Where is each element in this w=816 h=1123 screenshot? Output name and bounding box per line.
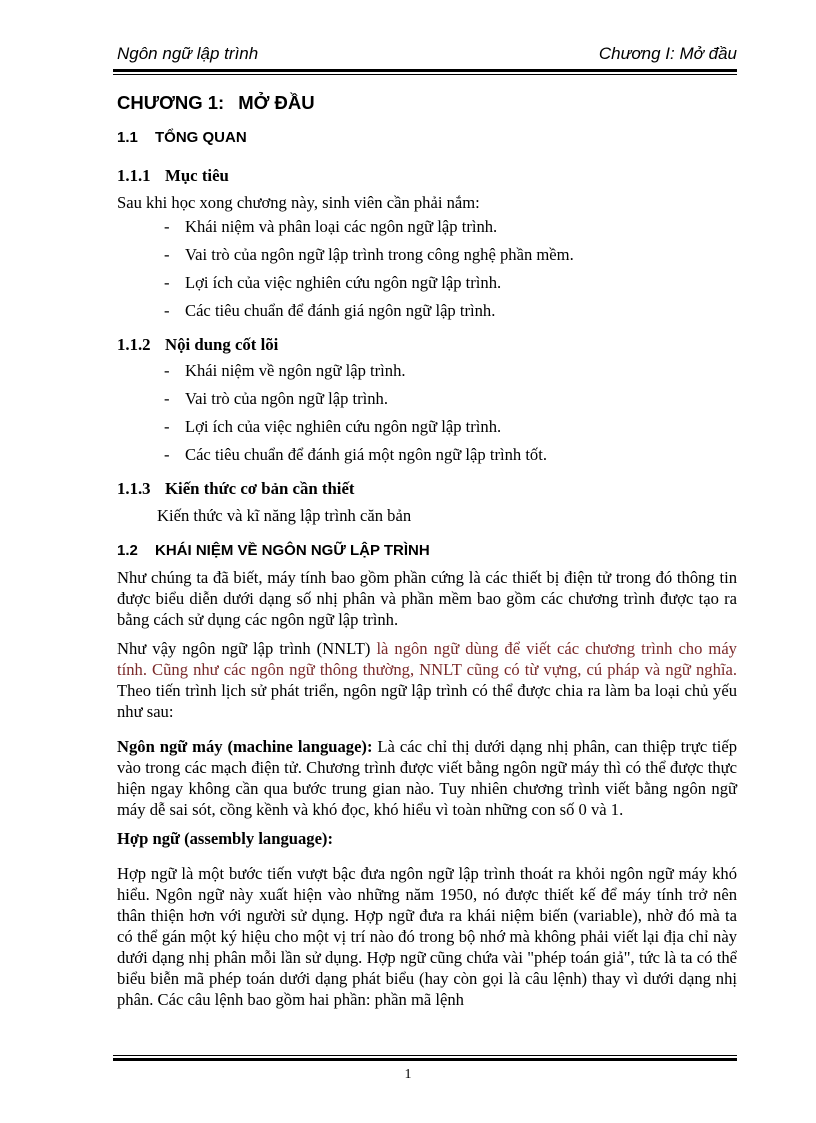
section-heading-1-2 xyxy=(117,542,737,559)
objectives-list xyxy=(117,217,737,321)
section-number: 1.2 xyxy=(117,542,138,559)
section-title: KHÁI NIỆM VỀ NGÔN NGỮ LẬP TRÌNH xyxy=(155,542,430,559)
list-item: - Khái niệm và phân loại các ngôn ngữ lập trình. xyxy=(164,217,498,236)
list-item: - Các tiêu chuẩn để đánh giá một ngôn ngữ lập trình tốt. xyxy=(164,445,547,464)
subsection-number: 1.1.2 xyxy=(117,335,151,354)
subsection-heading-1-1-2 xyxy=(117,335,737,355)
page-number: 1 xyxy=(404,1067,412,1082)
chapter-heading xyxy=(117,92,737,114)
footer-rule-thin xyxy=(113,1055,737,1056)
assembly-heading: Hợp ngữ (assembly language): xyxy=(117,829,333,848)
paragraph-assembly-language: Hợp ngữ là một bước tiến vượt bậc đưa ngôn ngữ lập trình thoát ra khỏi ngôn ngữ máy khó hiểu. Ngôn ngữ này xuất hiện vào những năm 1950, nó được thiết kế để máy tính trở nên thân thiện hơn với người sử dụng. Hợp ngữ đưa ra khái niệm biến (variable), nhờ đó mà ta có thể gán một ký hiệu cho một vị trí nào đó trong bộ nhớ mà không phải viết lại địa chỉ này dưới dạng nhị phân mỗi lần sử dụng. Hợp ngữ cũng chứa vài "phép toán giả", tức là ta có thể biểu biễn mã phép toán dưới dạng phát biểu (hay còn gọi là câu lệnh) thay vì dưới dạng nhị phân. Các câu lệnh bao gồm hai phần: phần mã lệnh xyxy=(117,864,737,1009)
subsection-number: 1.1.1 xyxy=(117,166,151,185)
footer-rule xyxy=(113,1058,737,1061)
paragraph-computer-intro: Như chúng ta đã biết, máy tính bao gồm phần cứng là các thiết bị điện tử trong đó thông tin được biểu diễn dưới dạng số nhị phân và phần mềm bao gồm các chương trình được tạo ra bằng cách sử dụng các ngôn ngữ lập trình. xyxy=(117,568,737,629)
header-book-title: Ngôn ngữ lập trình xyxy=(117,44,259,63)
header-chapter-title: Chương I: Mở đầu xyxy=(598,44,737,63)
page-content xyxy=(117,92,737,1010)
list-item: - Vai trò của ngôn ngữ lập trình trong công nghệ phần mềm. xyxy=(164,245,574,264)
list-item: - Khái niệm về ngôn ngữ lập trình. xyxy=(164,361,406,380)
subsection-title: Mục tiêu xyxy=(165,166,229,185)
definition-highlight: là ngôn ngữ dùng để viết các chương trình cho máy tính. Cũng như các ngôn ngữ thông thường, NNLT cũng có từ vựng, cú pháp và ngữ nghĩa. xyxy=(117,639,737,679)
core-content-list xyxy=(117,361,737,465)
list-item: - Vai trò của ngôn ngữ lập trình. xyxy=(164,389,389,408)
section-number: 1.1 xyxy=(117,129,138,146)
prerequisite-text: Kiến thức và kĩ năng lập trình căn bản xyxy=(157,506,412,525)
section-heading-1-1 xyxy=(117,129,737,146)
paragraph-machine-language: Ngôn ngữ máy (machine language): Là các chỉ thị dưới dạng nhị phân, can thiệp trực tiếp vào trong các mạch điện tử. Chương trình được viết bằng ngôn ngữ máy thì có thể được thực hiện ngay không cần qua bước trung gian nào. Tuy nhiên chương trình viết bằng ngôn ngữ máy dễ sai sót, cồng kềnh và khó đọc, khó hiểu vì toàn những con số 0 và 1. xyxy=(117,737,738,819)
paragraph-definition: Như vậy ngôn ngữ lập trình (NNLT) là ngôn ngữ dùng để viết các chương trình cho máy tính. Cũng như các ngôn ngữ thông thường, NNLT cũng có từ vựng, cú pháp và ngữ nghĩa. Theo tiến trình lịch sử phát triển, ngôn ngữ lập trình có thể được chia ra làm ba loại chủ yếu như sau: xyxy=(117,639,737,721)
section-title: TỔNG QUAN xyxy=(155,129,247,146)
list-item: - Các tiêu chuẩn để đánh giá ngôn ngữ lập trình. xyxy=(164,301,496,320)
chapter-number: CHƯƠNG 1: xyxy=(117,92,225,113)
list-item: - Lợi ích của việc nghiên cứu ngôn ngữ lập trình. xyxy=(164,273,502,292)
machine-language-term: Ngôn ngữ máy (machine language): xyxy=(117,737,373,756)
objectives-intro: Sau khi học xong chương này, sinh viên cần phải nắm: xyxy=(117,193,480,212)
subsection-title: Kiến thức cơ bản cần thiết xyxy=(165,479,355,498)
subsection-heading-1-1-3 xyxy=(117,479,737,499)
chapter-title: MỞ ĐẦU xyxy=(238,92,315,113)
header-rule xyxy=(113,69,737,72)
header-rule-thin xyxy=(113,74,737,75)
subsection-title: Nội dung cốt lõi xyxy=(165,335,279,354)
subsection-number: 1.1.3 xyxy=(117,479,151,498)
list-item: - Lợi ích của việc nghiên cứu ngôn ngữ lập trình. xyxy=(164,417,502,436)
subsection-heading-1-1-1 xyxy=(117,166,737,186)
